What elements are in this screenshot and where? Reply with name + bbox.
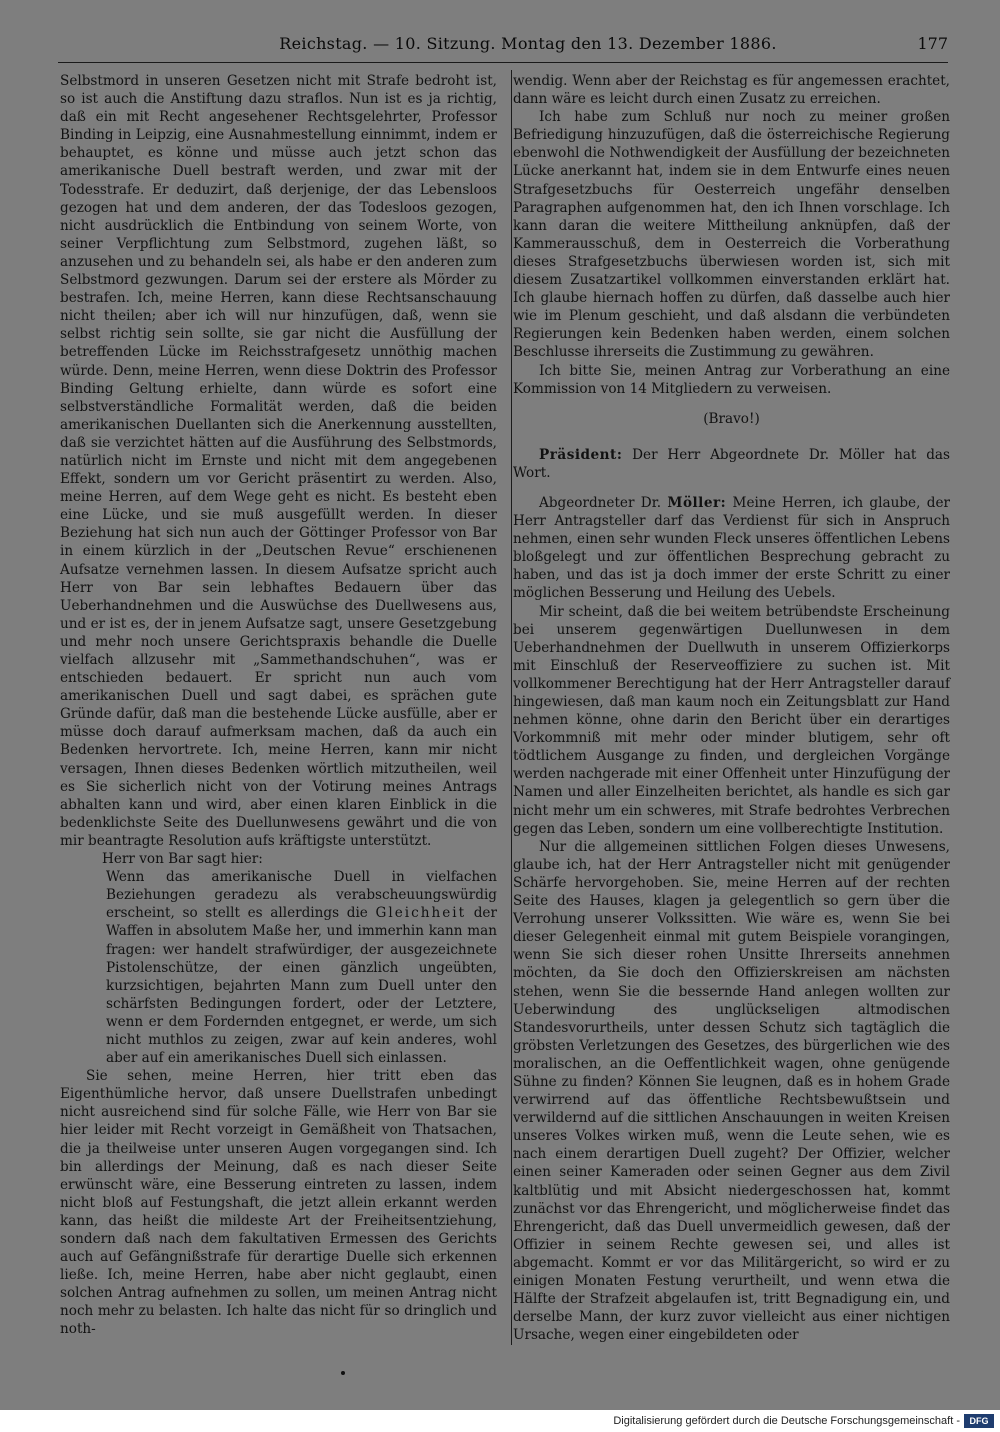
paragraph: Selbstmord in unseren Gesetzen nicht mit Strafe bedroht ist, so ist auch die Anstiftung dazu straflos. Nun ist es ja richtig, daß ein mit Recht angesehener Rechtsgelehrter, Professor Binding in Leipzig, eine Ausnahmestellung einnimmt, indem er behauptet, es könne und müsse auch jetzt schon das amerikanische Duell bestraft werden, und zwar mit der Todesstrafe. Er deduzirt, daß derjenige, der das Lebensloos gezogen hat und dem anderen, der das Todesloos gezogen, nicht ausdrücklich die Entbindung von seinem Worte, von seiner Verpflichtung zum Selbstmord, zugehen läßt, so anzusehen und zu behandeln sei, als habe er den anderen zum Selbstmord gezwungen. Darum sei der erstere als Mörder zu bestrafen. Ich, meine Herren, kann diese Rechtsanschauung nicht theilen; aber ich will nur hinzufügen, daß, wenn sie selbst richtig sein sollte, sie gar nicht die Ausfüllung der betreffenden Lücke im Reichsstrafgesetz unnöthig machen würde. Denn, meine Herren, wenn diese Doktrin des Professor Binding Geltung erhielte, dann würde es sofort eine selbstverständliche Formalität werden, daß die beiden amerikanischen Duellanten sich die Anerkennung ausstellten, daß sie verzichtet hätten auf die Ausführung des Selbstmords, natürlich nicht im Ernste und nicht mit dem angegebenen Effekt, sondern um vor Gericht präsentirt zu werden. Also, meine Herren, auf dem Wege geht es nicht. Es besteht eben eine Lücke, und sie muß ausgefüllt werden. In dieser Beziehung hat sich nun auch der Göttinger Professor von Bar in einem kürzlich in der „Deutschen Revue“ erschienenen Aufsatze vernehmen lassen. In diesem Aufsatze spricht auch Herr von Bar sein lebhaftes Bedauern über das Ueberhandnehmen und die Auswüchse des Duellwesens aus, und er ist es, der in jenem Aufsatze sagt, unsere Gesetzgebung und mehr noch unsere Gerichtspraxis behandle die Duelle vielfach allzusehr mit „Sammethandschuhen“, was er entschieden bedauert. Er spricht nun auch vom amerikanischen Duell und sagt dabei, es sprächen gute Gründe dafür, daß man die bestehende Lücke ausfülle, aber er müsse doch darauf aufmerksam machen, daß da auch ein Bedenken hervortrete. Ich, meine Herren, kann mir nicht versagen, Ihnen dieses Bedenken wörtlich mitzutheilen, weil es Sie sicherlich nicht von der Votirung meines Antrags abhalten kann und wird, aber einen klaren Einblick in die bedenklichste Seite des Duellunwesens gewährt und die von mir beantragte Resolution aufs kräftigste unterstützt. — [60, 73, 497, 849]
paragraph: Ich habe zum Schluß nur noch zu meiner großen Befriedigung hinzuzufügen, daß die österreichische Regierung ebenwohl die Nothwendigkeit der Ausfüllung der bezeichneten Lücke anerkannt hat, indem sie in dem Entwurfe eines neuen Strafgesetzbuchs für Oesterreich ungefähr denselben Paragraphen aufgenommen hat, den ich Ihnen vorschlage. Ich kann daran die weitere Mittheilung anknüpfen, daß der Kammerausschuß, dem in Oesterreich die Vorberathung dieses Strafgesetzbuchs überwiesen worden ist, sich mit diesem Zusatzartikel vollkommen einverstanden erklärt hat. Ich glaube hiernach hoffen zu dürfen, daß dasselbe auch hier wie im Plenum geschieht, und daß alsdann die verbündeten Regierungen kein Bedenken haben werden, einem solchen Beschlusse ihrerseits die Zustimmung zu gewähren. — [513, 109, 950, 361]
column-divider — [511, 70, 512, 1345]
paragraph: Sie sehen, meine Herren, hier tritt eben das Eigenthümliche hervor, daß unsere Duellstrafen unbedingt nicht ausreichend sind für solche Fälle, wie Herr von Bar sie hier leider mit Recht vorzeigt in Gemäßheit von Thatsachen, die ja theilweise unter unseren Augen vorgegangen sind. Ich bin allerdings der Meinung, daß es nach dieser Seite erwünscht wäre, eine Besserung eintreten zu lassen, indem nicht bloß auf Festungshaft, die jetzt allein erkannt werden kann, das heißt die mildeste Art der Freiheitsentziehung, sondern daß nach dem fakultativen Ermessen des Gerichts auch auf Gefängnißstrafe für derartige Duelle sich erkennen ließe. Ich, meine Herren, habe aber nicht geglaubt, einen solchen Antrag aufnehmen zu sollen, um meinen Antrag nicht noch mehr zu belasten. Ich halte das nicht für so dringlich und noth- — [60, 1068, 497, 1338]
speaker-prefix: Abgeordneter Dr. — [539, 494, 662, 511]
speech-opening — [513, 494, 950, 603]
president-text: Der Herr Abgeordnete Dr. Möller hat das Wort. — [513, 446, 950, 481]
paragraph: Ich bitte Sie, meinen Antrag zur Vorberathung an eine Kommission von 14 Mitgliedern zu verweisen. — [513, 362, 950, 397]
paragraph: wendig. Wenn aber der Reichstag es für angemessen erachtet, dann wäre es leicht durch einen Zusatz zu erreichen. — [513, 73, 950, 108]
ink-dot — [341, 1371, 345, 1375]
page-number: 177 — [917, 34, 948, 53]
applause-note: (Bravo!) — [703, 410, 760, 427]
president-statement — [513, 446, 950, 482]
block-quote — [106, 868, 497, 1067]
quote-intro: Herr von Bar sagt hier: — [102, 851, 263, 868]
left-column — [60, 72, 497, 1339]
speech-text: Meine Herren, ich glaube, der Herr Antragsteller darf das Verdienst für sich in Anspruch nehmen, einen sehr wunden Fleck unseres öffentlichen Lebens bloßgelegt und zur öffentlichen Besprechung gebracht zu haben, und das ist ja doch immer der erste Schritt zu einer möglichen Besserung und Heilung des Uebels. — [513, 494, 950, 602]
quote-text-b: der Waffen in absolutem Maße her, und immerhin kann man fragen: wer handelt strafwürdiger, der ausgezeichnete Pistolenschütze, der einen gänzlich ungeübten, kurzsichtigen, bejahrten Mann zum Duell unter den schärfsten Bedingungen fordert, oder der Letztere, wenn er dem Fordernden entgegnet, er werde, um sich nicht muthlos zu zeigen, zwar auf kein anderes, wohl aber auf ein amerikanisches Duell sich einlassen. — [106, 905, 497, 1067]
page-footer — [0, 1410, 1000, 1432]
speaker-name: Möller: — [667, 494, 727, 511]
dfg-logo: DFG — [964, 1414, 994, 1428]
right-column — [513, 72, 950, 1344]
quote-emphasis: Gleichheit — [375, 905, 467, 922]
page-header — [58, 34, 948, 58]
paragraph: Mir scheint, daß die bei weitem betrübendste Erscheinung bei unserem gegenwärtigen Duellunwesen in dem Ueberhandnehmen der Duellwuth in unserem Offizierkorps mit Einschluß der Reserveoffiziere zu suchen ist. Mit vollkommener Berechtigung hat der Herr Antragsteller darauf hingewiesen, daß man kaum noch ein Zeitungsblatt zur Hand nehmen könne, ohne darin den Bericht über ein derartiges Vorkommniß mit mehr oder minder blutigem, sehr oft tödtlichem Ausgange zu finden, und dergleichen Vorgänge werden nachgerade mit einer Offenheit unter Hinzufügung der Namen und aller Einzelheiten berichtet, als handle es sich gar nicht mehr um ein schweres, mit Strafe bedrohtes Verbrechen gegen das Leben, sondern um eine vollberechtigte Institution. — [513, 603, 950, 837]
quote-text-a: Wenn das amerikanische Duell in vielfachen Beziehungen geradezu als verabscheuungswürdig erscheint, so stellt es allerdings die — [106, 869, 497, 922]
header-rule — [58, 62, 948, 63]
running-title: Reichstag. — 10. Sitzung. Montag den 13. Dezember 1886. — [279, 34, 777, 53]
paragraph: Nur die allgemeinen sittlichen Folgen dieses Unwesens, glaube ich, hat der Herr Antragsteller nicht mit genügender Schärfe hervorgehoben. Sie, meine Herren auf der rechten Seite des Hauses, klagen ja gelegentlich so gern über die Verrohung unserer Volkssitten. Wie wäre es, wenn Sie bei dieser Gelegenheit einmal mit gutem Beispiele vorangingen, wenn Sie sich dieser rohen Unsitte Ihrerseits annehmen möchten, da Sie doch den Offizierskreisen am nächsten stehen, wenn Sie die bessernde Hand anlegen wollten zur Ueberwindung des unglückseligen altmodischen Standesvorurtheils, unter dessen Schutz sich tagtäglich die gröbsten Verletzungen des Gesetzes, des bürgerlichen wie des moralischen, an die Oeffentlichkeit wagen, ohne genügende Sühne zu finden? Können Sie leugnen, daß es in hohem Grade verwirrend auf das öffentliche Rechtsbewußtsein und verwildernd auf die sittlichen Anschauungen in weiten Kreisen unseres Volkes wirken muß, wenn die Leute sehen, wie es nach einem derartigen Duell zugeht? Der Offizier, welcher einen seiner Kameraden oder seinen Gegner aus dem Zivil kaltblütig und mit Absicht niedergeschossen hat, kommt zunächst vor das Ehrengericht, und möglicherweise findet das Ehrengericht, daß das Duell unvermeidlich gewesen, daß der Offizier in seinem Rechte gewesen sei, und alles ist abgemacht. Kommt er vor das Militärgericht, so wird er zu einigen Monaten Festung verurtheilt, und wenn etwa die Hälfte der Strafzeit abgelaufen ist, tritt Begnadigung ein, und derselbe Mann, der kurz zuvor vielleicht aus einer nichtigen Ursache, wegen einer eingebildeten oder — [513, 838, 950, 1344]
footer-credit: Digitalisierung gefördert durch die Deutsche Forschungsgemeinschaft - — [613, 1415, 960, 1427]
president-label: Präsident: — [539, 446, 623, 463]
